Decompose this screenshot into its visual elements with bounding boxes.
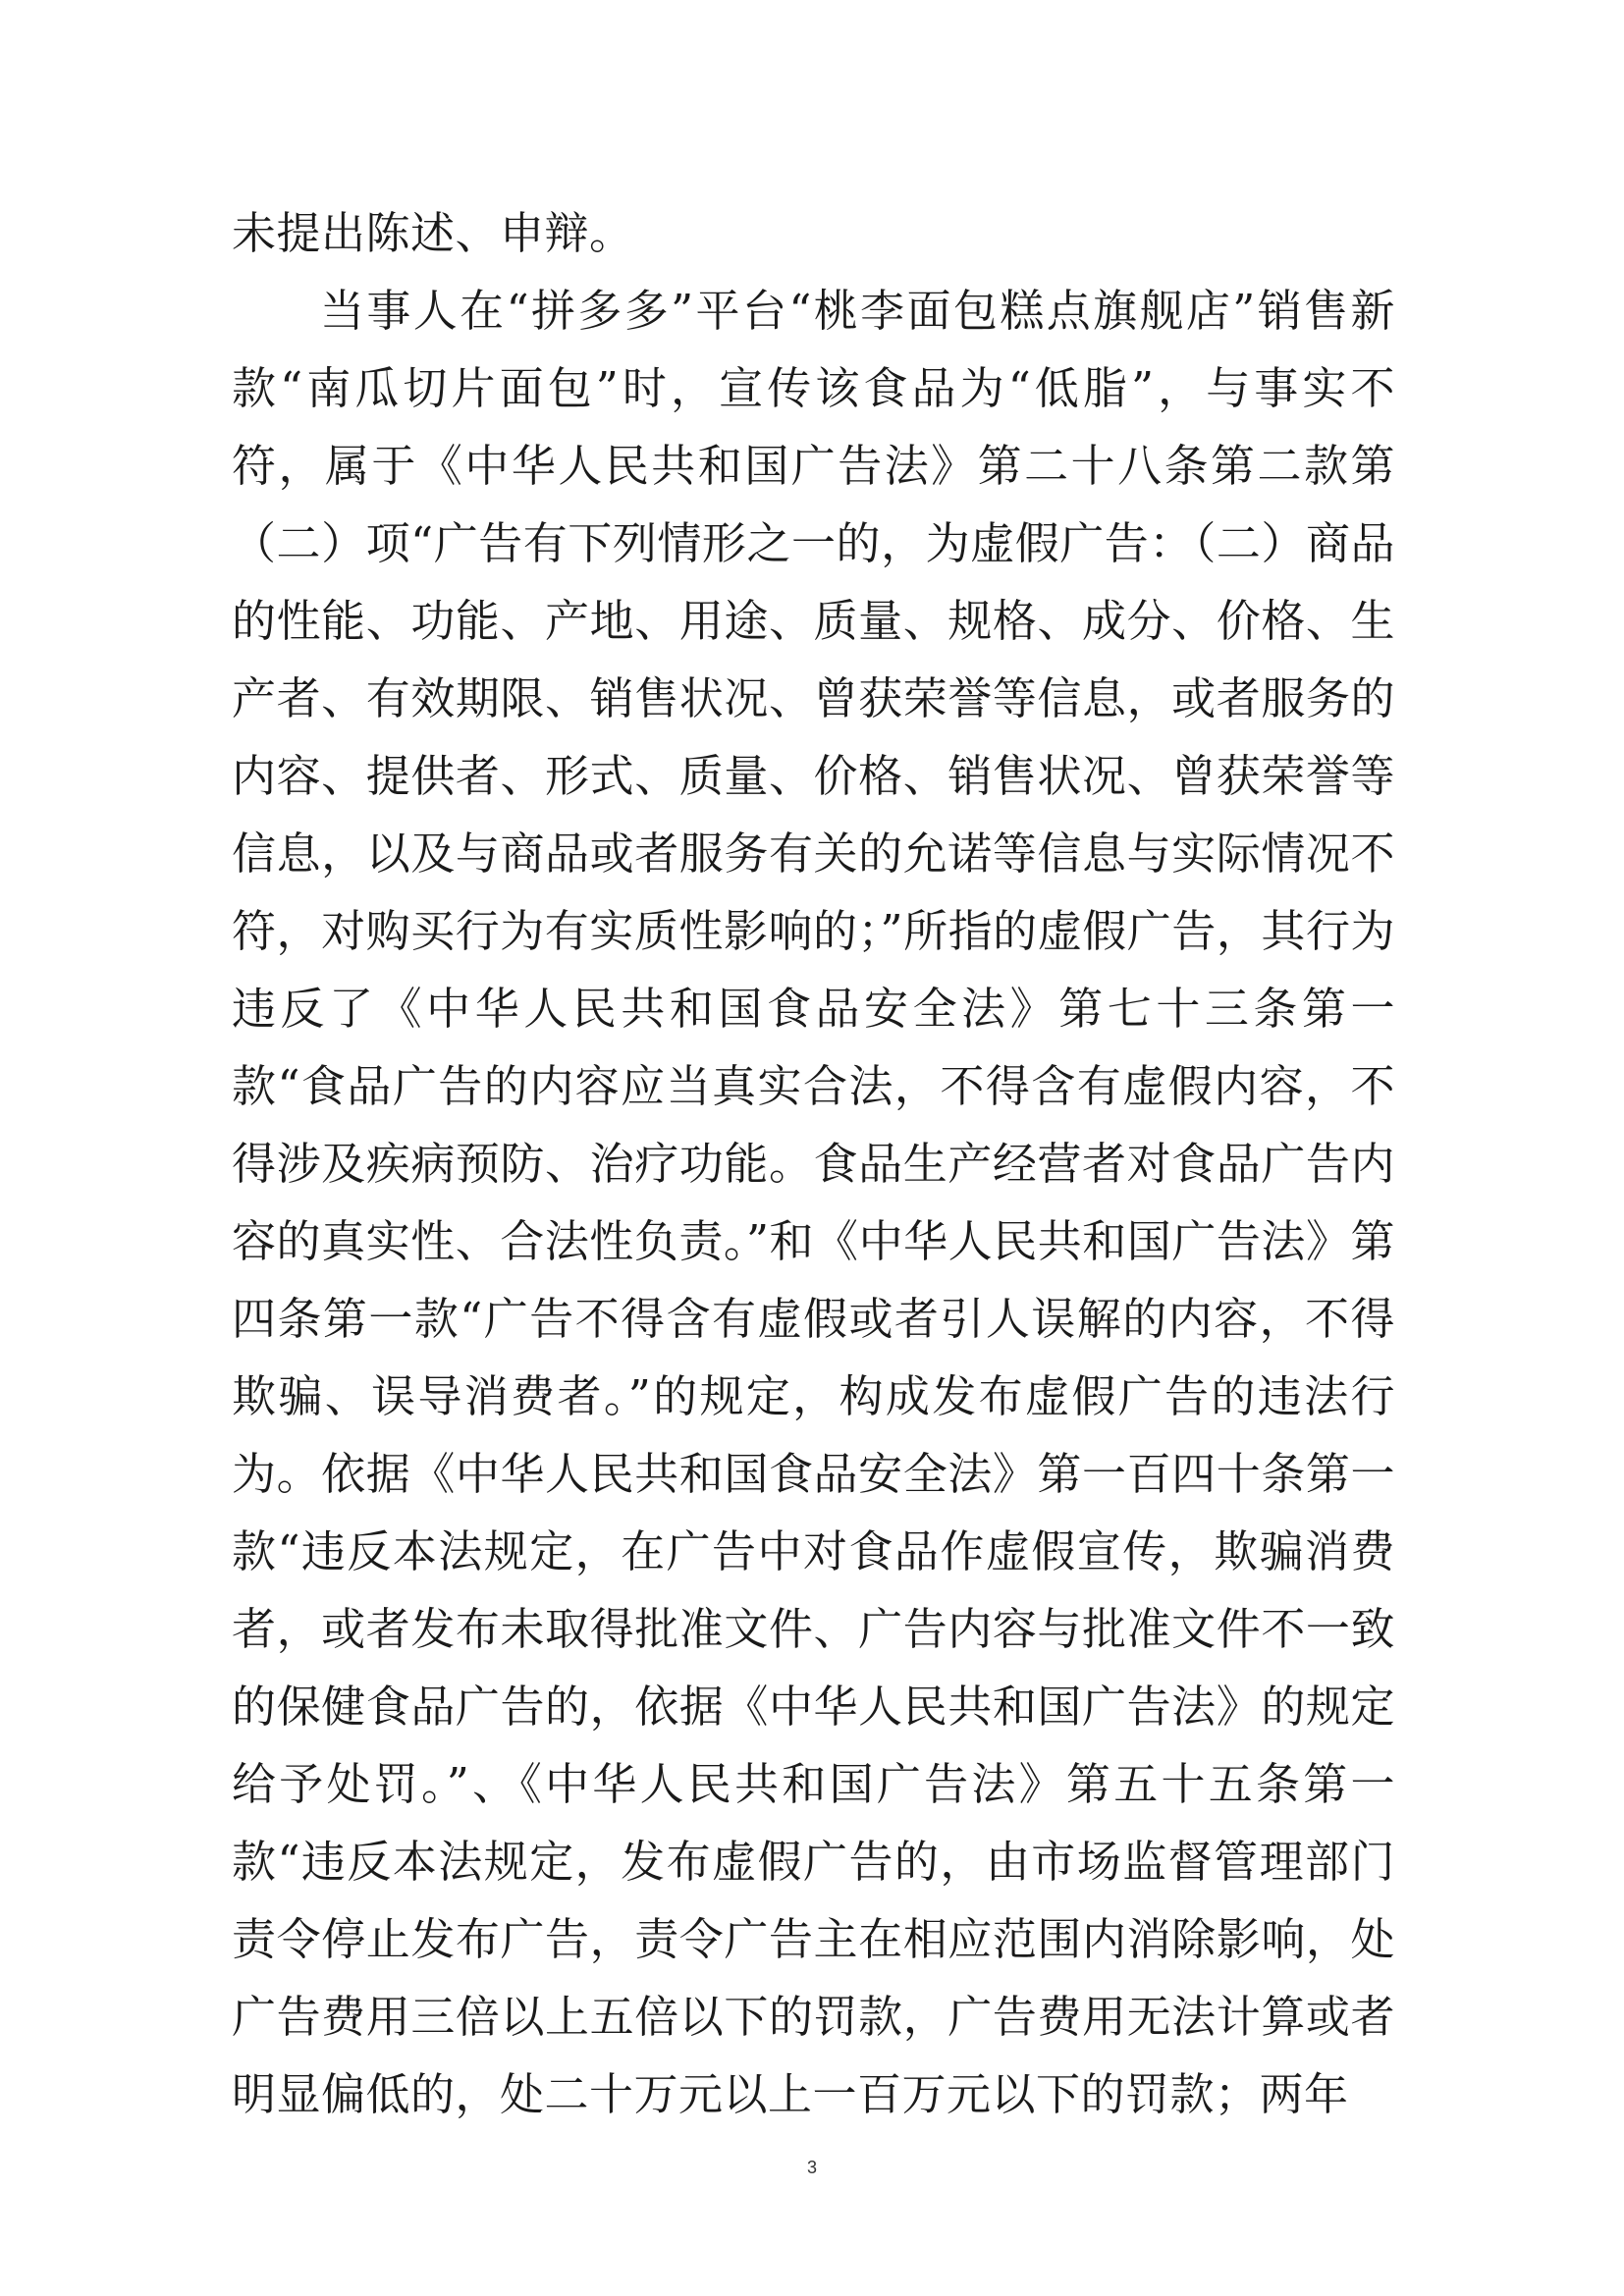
paragraph-continuation: 未提出陈述、申辩。 bbox=[232, 207, 634, 259]
paragraph-main: 当事人在“拼多多”平台“桃李面包糕点旗舰店”销售新款“南瓜切片面包”时，宣传该食品为“低脂”，与事实不符，属于《中华人民共和国广告法》第二十八条第二款第（二）项“广告有下列情形之一的，为虚假广告：（二）商品的性能、功能、产地、用途、质量、规格、成分、价格、生产者、有效期限、销售状况、曾获荣誉等信息，或者服务的内容、提供者、形式、质量、价格、销售状况、曾获荣誉等信息，以及与商品或者服务有关的允诺等信息与实际情况不符，对购买行为有实质性影响的；”所指的虚假广告，其行为违反了《中华人民共和国食品安全法》第七十三条第一款“食品广告的内容应当真实合法，不得含有虚假内容，不得涉及疾病预防、治疗功能。食品生产经营者对食品广告内容的真实性、合法性负责。”和《中华人民共和国广告法》第四条第一款“广告不得含有虚假或者引人误解的内容，不得欺骗、误导消费者。”的规定，构成发布虚假广告的违法行为。依据《中华人民共和国食品安全法》第一百四十条第一款“违反本法规定，在广告中对食品作虚假宣传，欺骗消费者，或者发布未取得批准文件、广告内容与批准文件不一致的保健食品广告的，依据《中华人民共和国广告法》的规定给予处罚。”、《中华人民共和国广告法》第五十五条第一款“违反本法规定，发布虚假广告的，由市场监督管理部门责令停止发布广告，责令广告主在相应范围内消除影响，处广告费用三倍以上五倍以下的罚款，广告费用无法计算或者明显偏低的，处二十万元以上一百万元以下的罚款；两年 bbox=[232, 285, 1395, 2120]
body-text bbox=[232, 194, 1395, 2133]
page-number: 3 bbox=[806, 2158, 817, 2177]
